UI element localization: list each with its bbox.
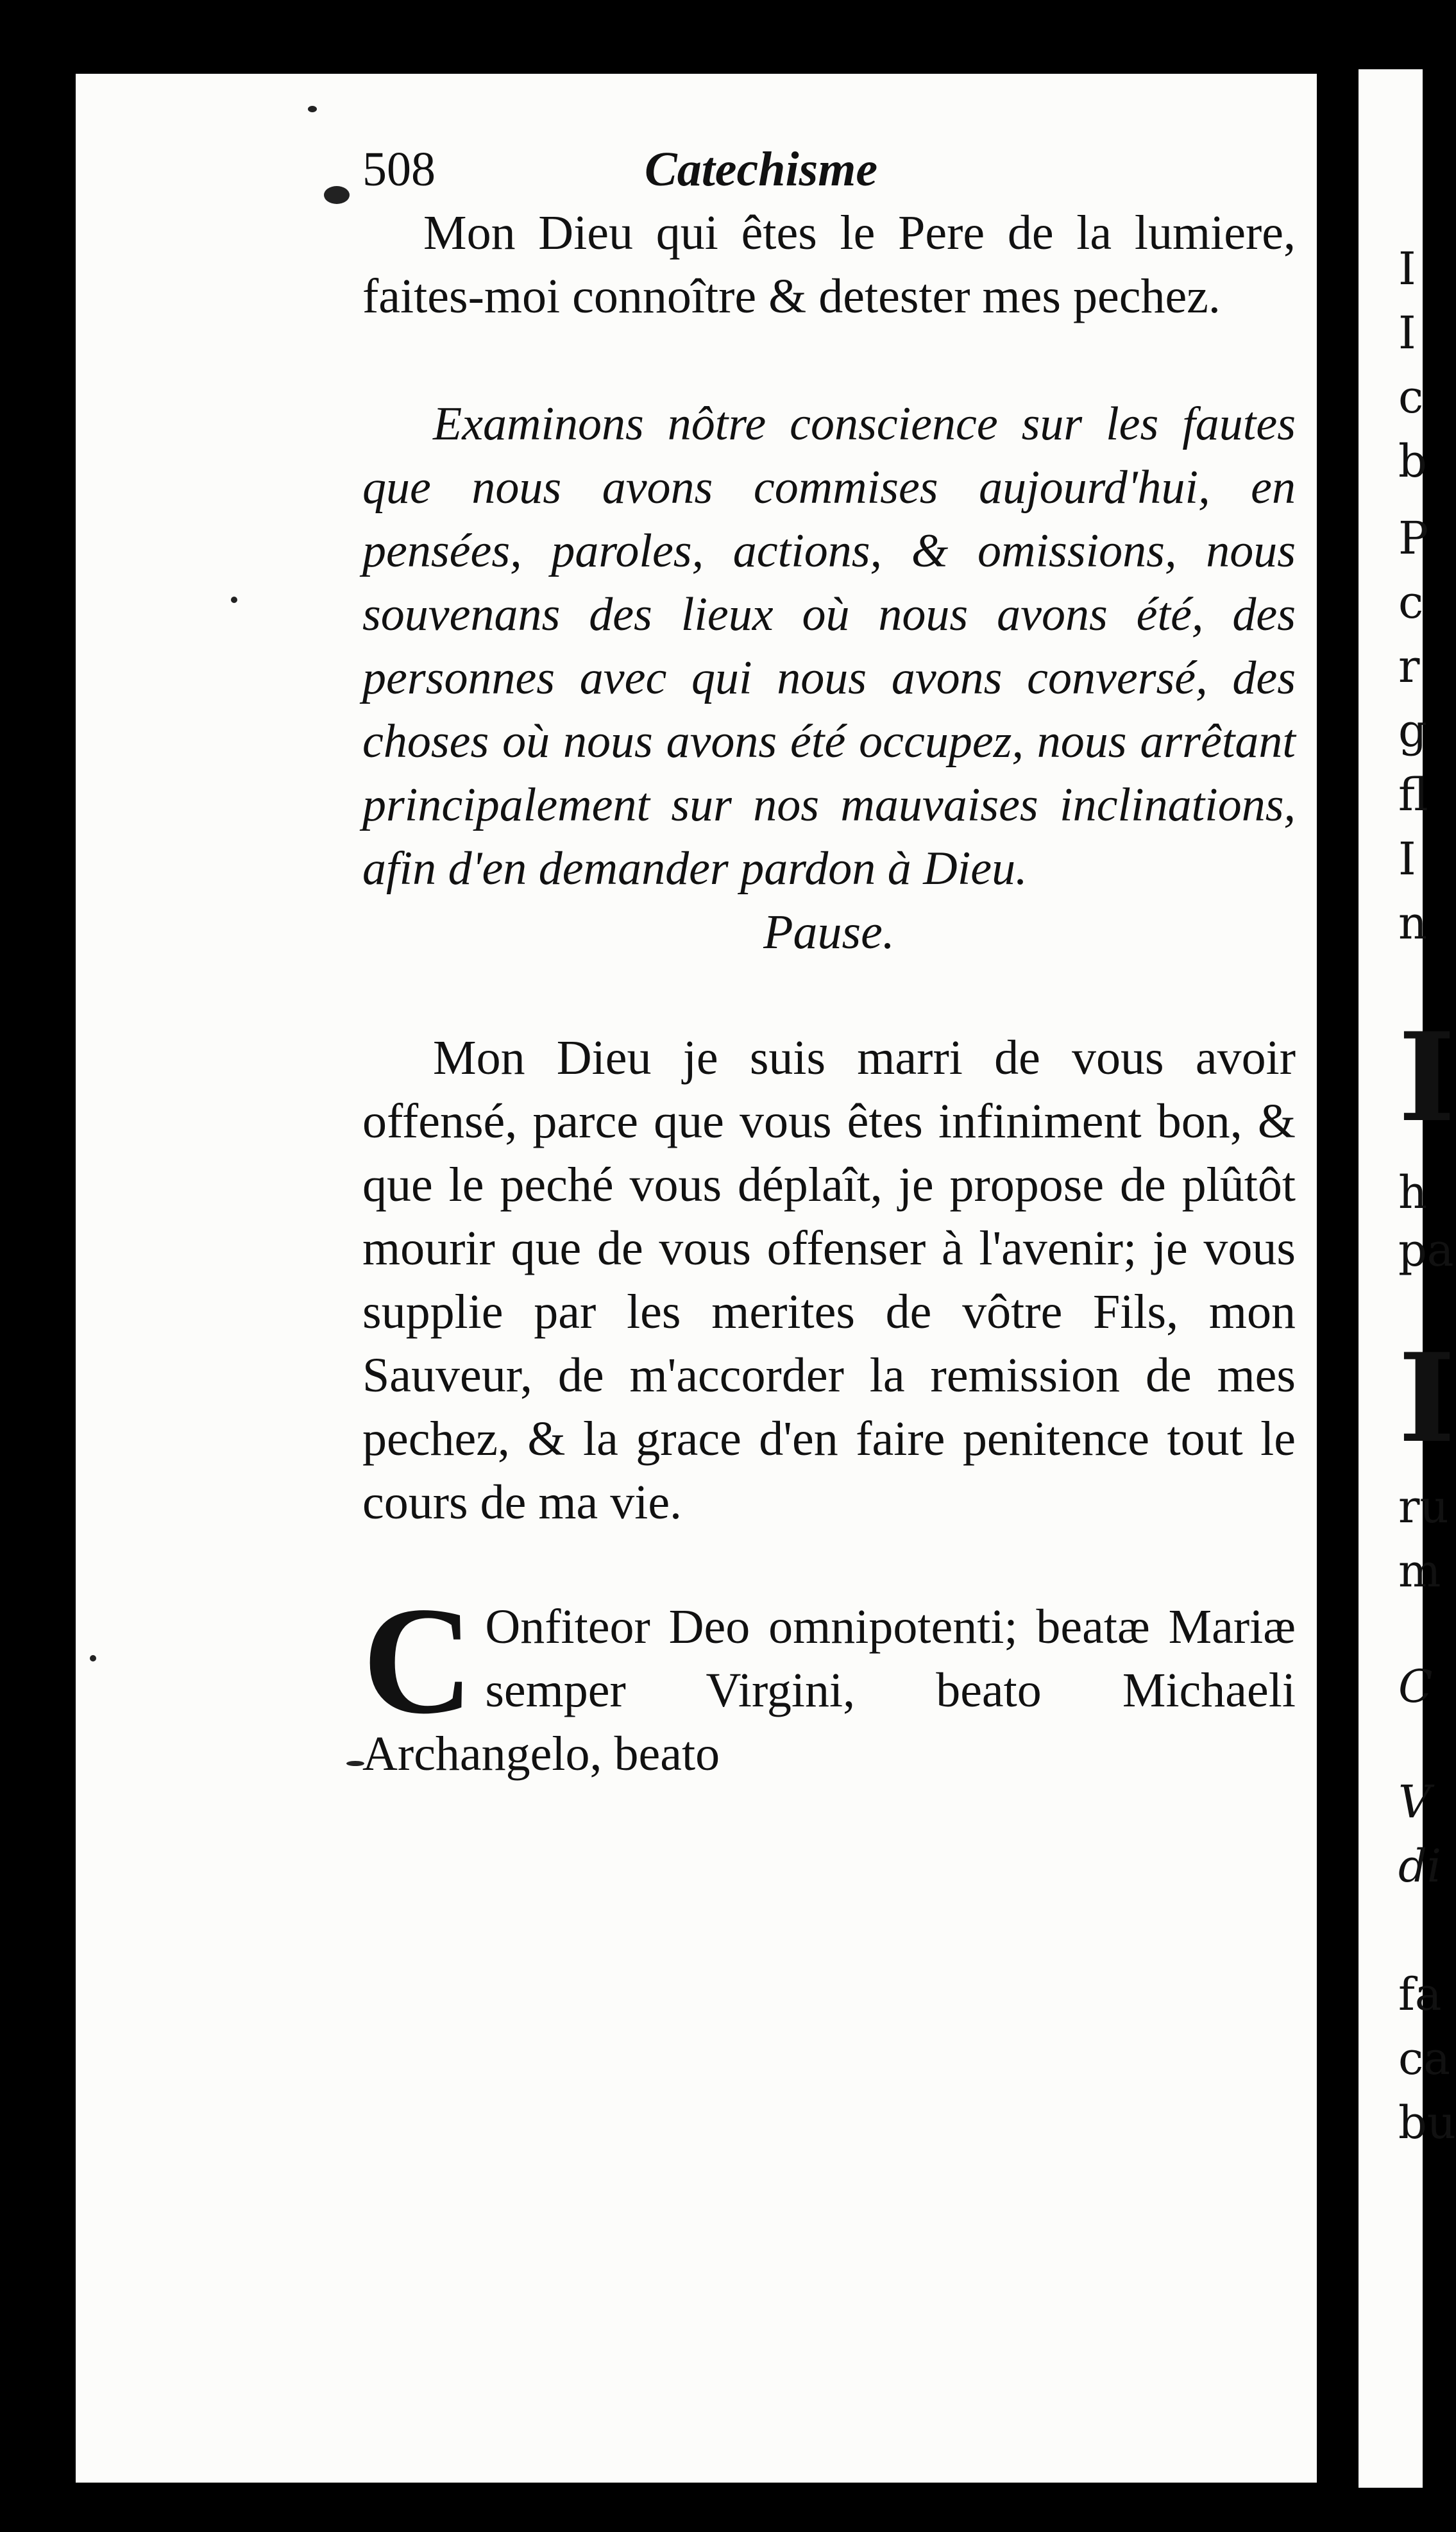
facing-page-fragment: I	[1398, 833, 1416, 885]
facing-page-edge	[1359, 69, 1456, 2488]
facing-page-fragment: di	[1398, 1840, 1442, 1892]
confiteor-text: Onfiteor Deo omnipotenti; beatæ Mariæ semper Virgini, beato Michaeli Archangelo, beato	[362, 1600, 1296, 1781]
confiteor	[362, 1575, 1296, 1786]
facing-page-fragment: fl	[1398, 769, 1428, 821]
drop-cap: C	[362, 1575, 474, 1746]
facing-page-fragment: r	[1398, 640, 1420, 693]
facing-page-fragment: c	[1398, 371, 1424, 423]
ink-speck	[231, 597, 237, 603]
facing-page-fragment: b	[1398, 435, 1427, 488]
facing-page-fragment: bu	[1398, 2096, 1456, 2149]
facing-page-fragment: I	[1398, 242, 1416, 295]
facing-page-dropcap: I	[1398, 1327, 1455, 1470]
ink-speck	[90, 1655, 96, 1661]
facing-page-fragment: m	[1398, 1545, 1441, 1597]
facing-page-fragment: c	[1398, 576, 1424, 629]
act-of-contrition: Mon Dieu je suis marri de vous avoir offensé, parce que vous êtes infiniment bon, & que le peché vous déplaît, je propose de plûtôt mourir que de vous offenser à l'avenir; je vous supplie par les merites de vôtre Fils, mon Sauveur, de m'accorder la remission de mes pechez, & la grace d'en faire penitence tout le cours de ma vie.	[362, 1031, 1296, 1529]
page-number: 508	[362, 142, 436, 196]
ink-speck	[324, 186, 350, 204]
facing-page-fragment: P	[1398, 512, 1429, 565]
ink-speck	[346, 1761, 364, 1766]
pause-label: Pause.	[763, 905, 895, 959]
examination-instruction: Examinons nôtre conscience sur les fautes que nous avons commises aujourd'hui, en pensées, paroles, actions, & omissions, nous souvenans des lieux où nous avons été, des personnes avec qui nous avons conversé, des choses où nous avons été occupez, nous arrêtant principalement sur nos mauvaises inclinations, afin d'en demander pardon à Dieu.	[362, 398, 1296, 895]
facing-page-fragment: pa	[1398, 1224, 1454, 1277]
facing-page-fragment: n	[1398, 897, 1428, 949]
facing-page-fragment: C	[1398, 1660, 1433, 1713]
facing-page-fragment: g	[1398, 704, 1427, 757]
page-header	[362, 138, 1296, 201]
facing-page-fragment: h	[1398, 1166, 1428, 1219]
prayer-light: Mon Dieu qui êtes le Pere de la lumiere, faites-moi connoître & detester mes pechez.	[362, 206, 1296, 323]
facing-page-fragment: ru	[1398, 1481, 1449, 1533]
ink-speck	[308, 106, 317, 112]
facing-page-fragment: I	[1398, 307, 1416, 359]
running-title: Catechisme	[645, 142, 878, 196]
facing-page-fragment: ca	[1398, 2032, 1450, 2085]
facing-page-dropcap: I	[1398, 1006, 1455, 1149]
page-text	[362, 138, 1296, 1786]
facing-page-fragment: V	[1398, 1776, 1431, 1828]
facing-page-fragment: fa	[1398, 1968, 1442, 2021]
